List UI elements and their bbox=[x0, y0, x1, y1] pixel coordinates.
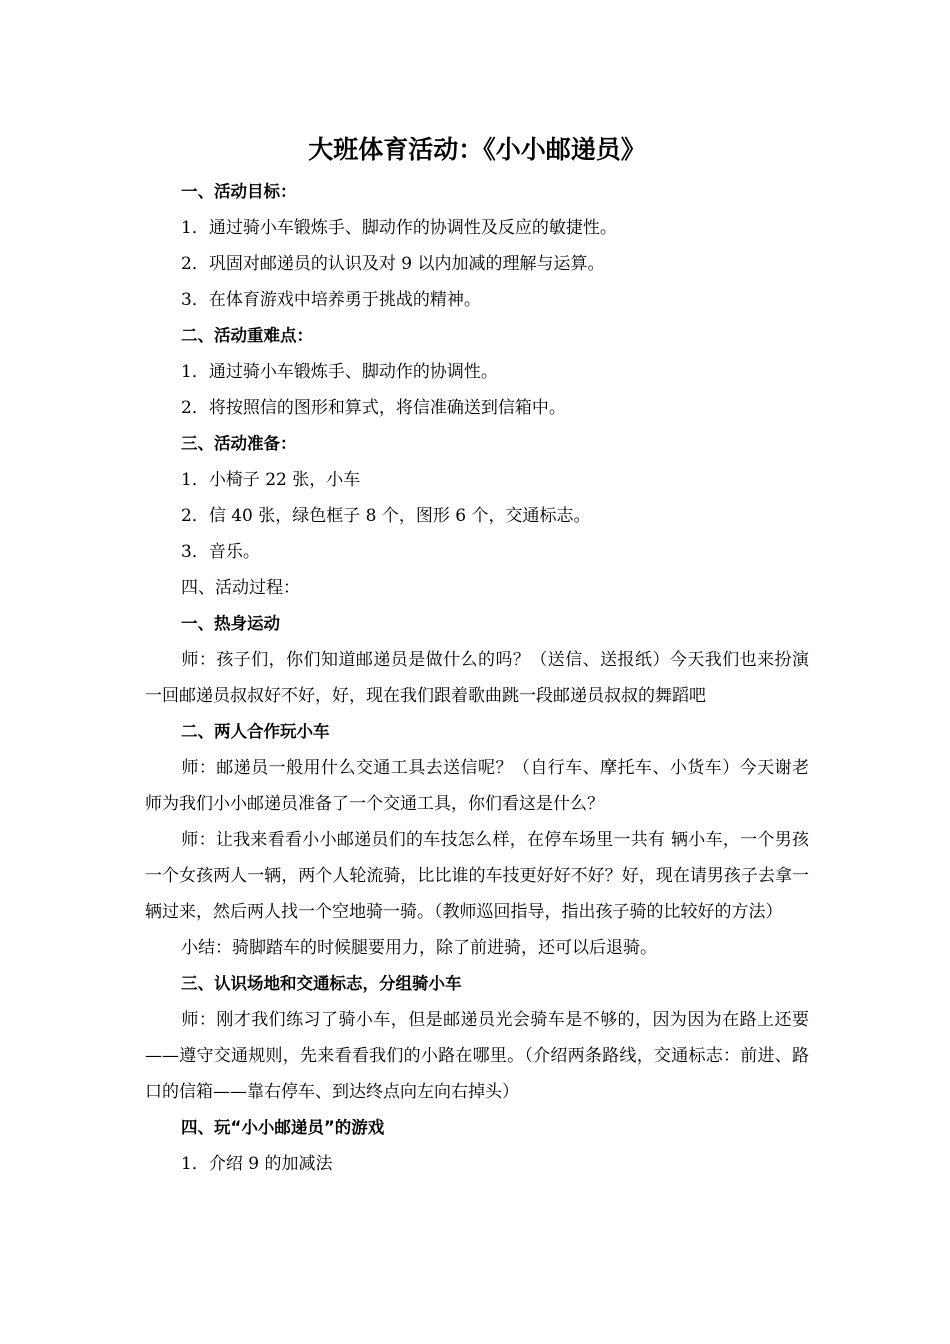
game-item: 1．介绍 9 的加减法 bbox=[181, 1154, 333, 1174]
step-summary: 小结：骑脚踏车的时候腿要用力，除了前进骑，还可以后退骑。 bbox=[181, 938, 657, 958]
step-heading-traffic-signs: 三、认识场地和交通标志，分组骑小车 bbox=[181, 974, 462, 993]
section-heading-process: 四、活动过程： bbox=[181, 578, 300, 598]
goal-item: 3．在体育游戏中培养勇于挑战的精神。 bbox=[181, 290, 481, 310]
key-point-item: 1．通过骑小车锻炼手、脚动作的协调性。 bbox=[181, 362, 498, 382]
step-heading-warmup: 一、热身运动 bbox=[181, 614, 280, 633]
step-heading-pair-play: 二、两人合作玩小车 bbox=[181, 722, 330, 741]
step-paragraph: 师：刚才我们练习了骑小车，但是邮递员光会骑车是不够的，因为因为在路上还要——遵守交通规则，先来看看我们的小路在哪里。（介绍两条路线，交通标志：前进、路口的信箱——靠右停车、到达终点向左向右掉头） bbox=[145, 1010, 809, 1102]
goal-item: 2．巩固对邮递员的认识及对 9 以内加减的理解与运算。 bbox=[181, 254, 605, 274]
step-heading-game: 四、玩“小小邮递员”的游戏 bbox=[181, 1118, 385, 1137]
key-point-item: 2．将按照信的图形和算式，将信准确送到信箱中。 bbox=[181, 398, 566, 418]
section-heading-key-points: 二、活动重难点： bbox=[181, 326, 313, 345]
section-heading-preparation: 三、活动准备： bbox=[181, 434, 297, 453]
step-paragraph: 师：孩子们，你们知道邮递员是做什么的吗？（送信、送报纸）今天我们也来扮演一回邮递员叔叔好不好，好，现在我们跟着歌曲跳一段邮递员叔叔的舞蹈吧 bbox=[145, 650, 809, 706]
preparation-item: 3．音乐。 bbox=[181, 542, 260, 562]
preparation-item: 2．信 40 张，绿色框子 8 个，图形 6 个，交通标志。 bbox=[181, 506, 591, 526]
step-paragraph: 师：邮递员一般用什么交通工具去送信呢？（自行车、摩托车、小货车）今天谢老师为我们小小邮递员准备了一个交通工具，你们看这是什么？ bbox=[145, 758, 809, 814]
step-paragraph: 师：让我来看看小小邮递员们的车技怎么样，在停车场里一共有 辆小车，一个男孩一个女孩两人一辆，两个人轮流骑，比比谁的车技更好好不好？好，现在请男孩子去拿一辆过来，然后两人找一个空地骑一骑。（教师巡回指导，指出孩子骑的比较好的方法） bbox=[145, 830, 809, 922]
document-title: 大班体育活动：《小小邮递员》 bbox=[308, 135, 646, 164]
preparation-item: 1．小椅子 22 张，小车 bbox=[181, 470, 361, 490]
document-body bbox=[145, 128, 809, 1182]
section-heading-goals: 一、活动目标： bbox=[181, 182, 297, 201]
goal-item: 1．通过骑小车锻炼手、脚动作的协调性及反应的敏捷性。 bbox=[181, 218, 617, 238]
